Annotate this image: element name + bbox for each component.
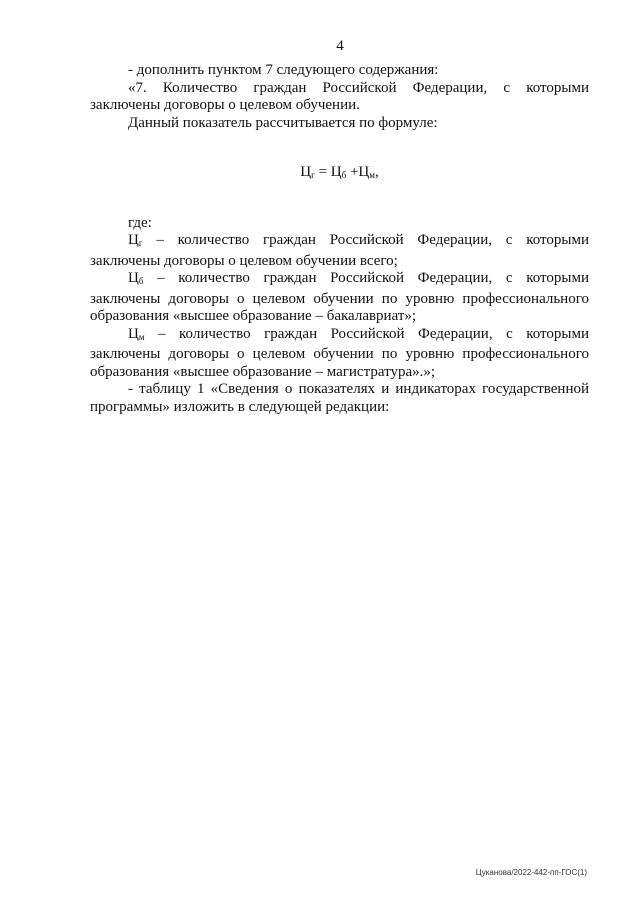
definition-3-line-1: $Ц_м$ – количество граждан Российской Федерации, с которыми: [128, 325, 589, 342]
item-7-heading: «7. Количество граждан Российской Федерации, с которыми: [128, 79, 589, 96]
paragraph-intro: - дополнить пунктом 7 следующего содержания:: [128, 62, 439, 78]
definition-1-line-2: заключены договоры о целевом обучении всего;: [90, 252, 398, 269]
definition-2-line-1: $Ц_б$ – количество граждан Российской Федерации, с которыми: [128, 270, 589, 286]
page-number: 4: [336, 38, 344, 54]
document-body: [90, 62, 589, 416]
formula-intro: Данный показатель рассчитывается по формуле:: [128, 114, 438, 131]
definition-3-line-2: заключены договоры о целевом обучении по уровню профессионального: [90, 346, 589, 362]
table-instruction-line-2: программы» изложить в следующей редакции:: [90, 398, 390, 415]
footer-reference: Цуканова/2022-442-пп-ГОС(1): [475, 868, 587, 877]
definition-2-line-3: образования «высшее образование – бакалавриат»;: [90, 308, 417, 324]
table-instruction-line-1: - таблицу 1 «Сведения о показателях и индикаторах государственной: [128, 381, 589, 397]
where-label: где:: [128, 214, 152, 231]
item-7-heading-cont: заключены договоры о целевом обучении.: [90, 97, 360, 113]
definition-3-line-3: образования «высшее образование – магистратура».»;: [90, 363, 436, 380]
definition-2-line-2: заключены договоры о целевом обучении по уровню профессионального: [90, 290, 589, 307]
formula: $Ц_г = Ц_б +Ц_м$,: [300, 164, 379, 180]
definition-1-line-1: $Ц_г$ – количество граждан Российской Федерации, с которыми: [128, 232, 589, 248]
